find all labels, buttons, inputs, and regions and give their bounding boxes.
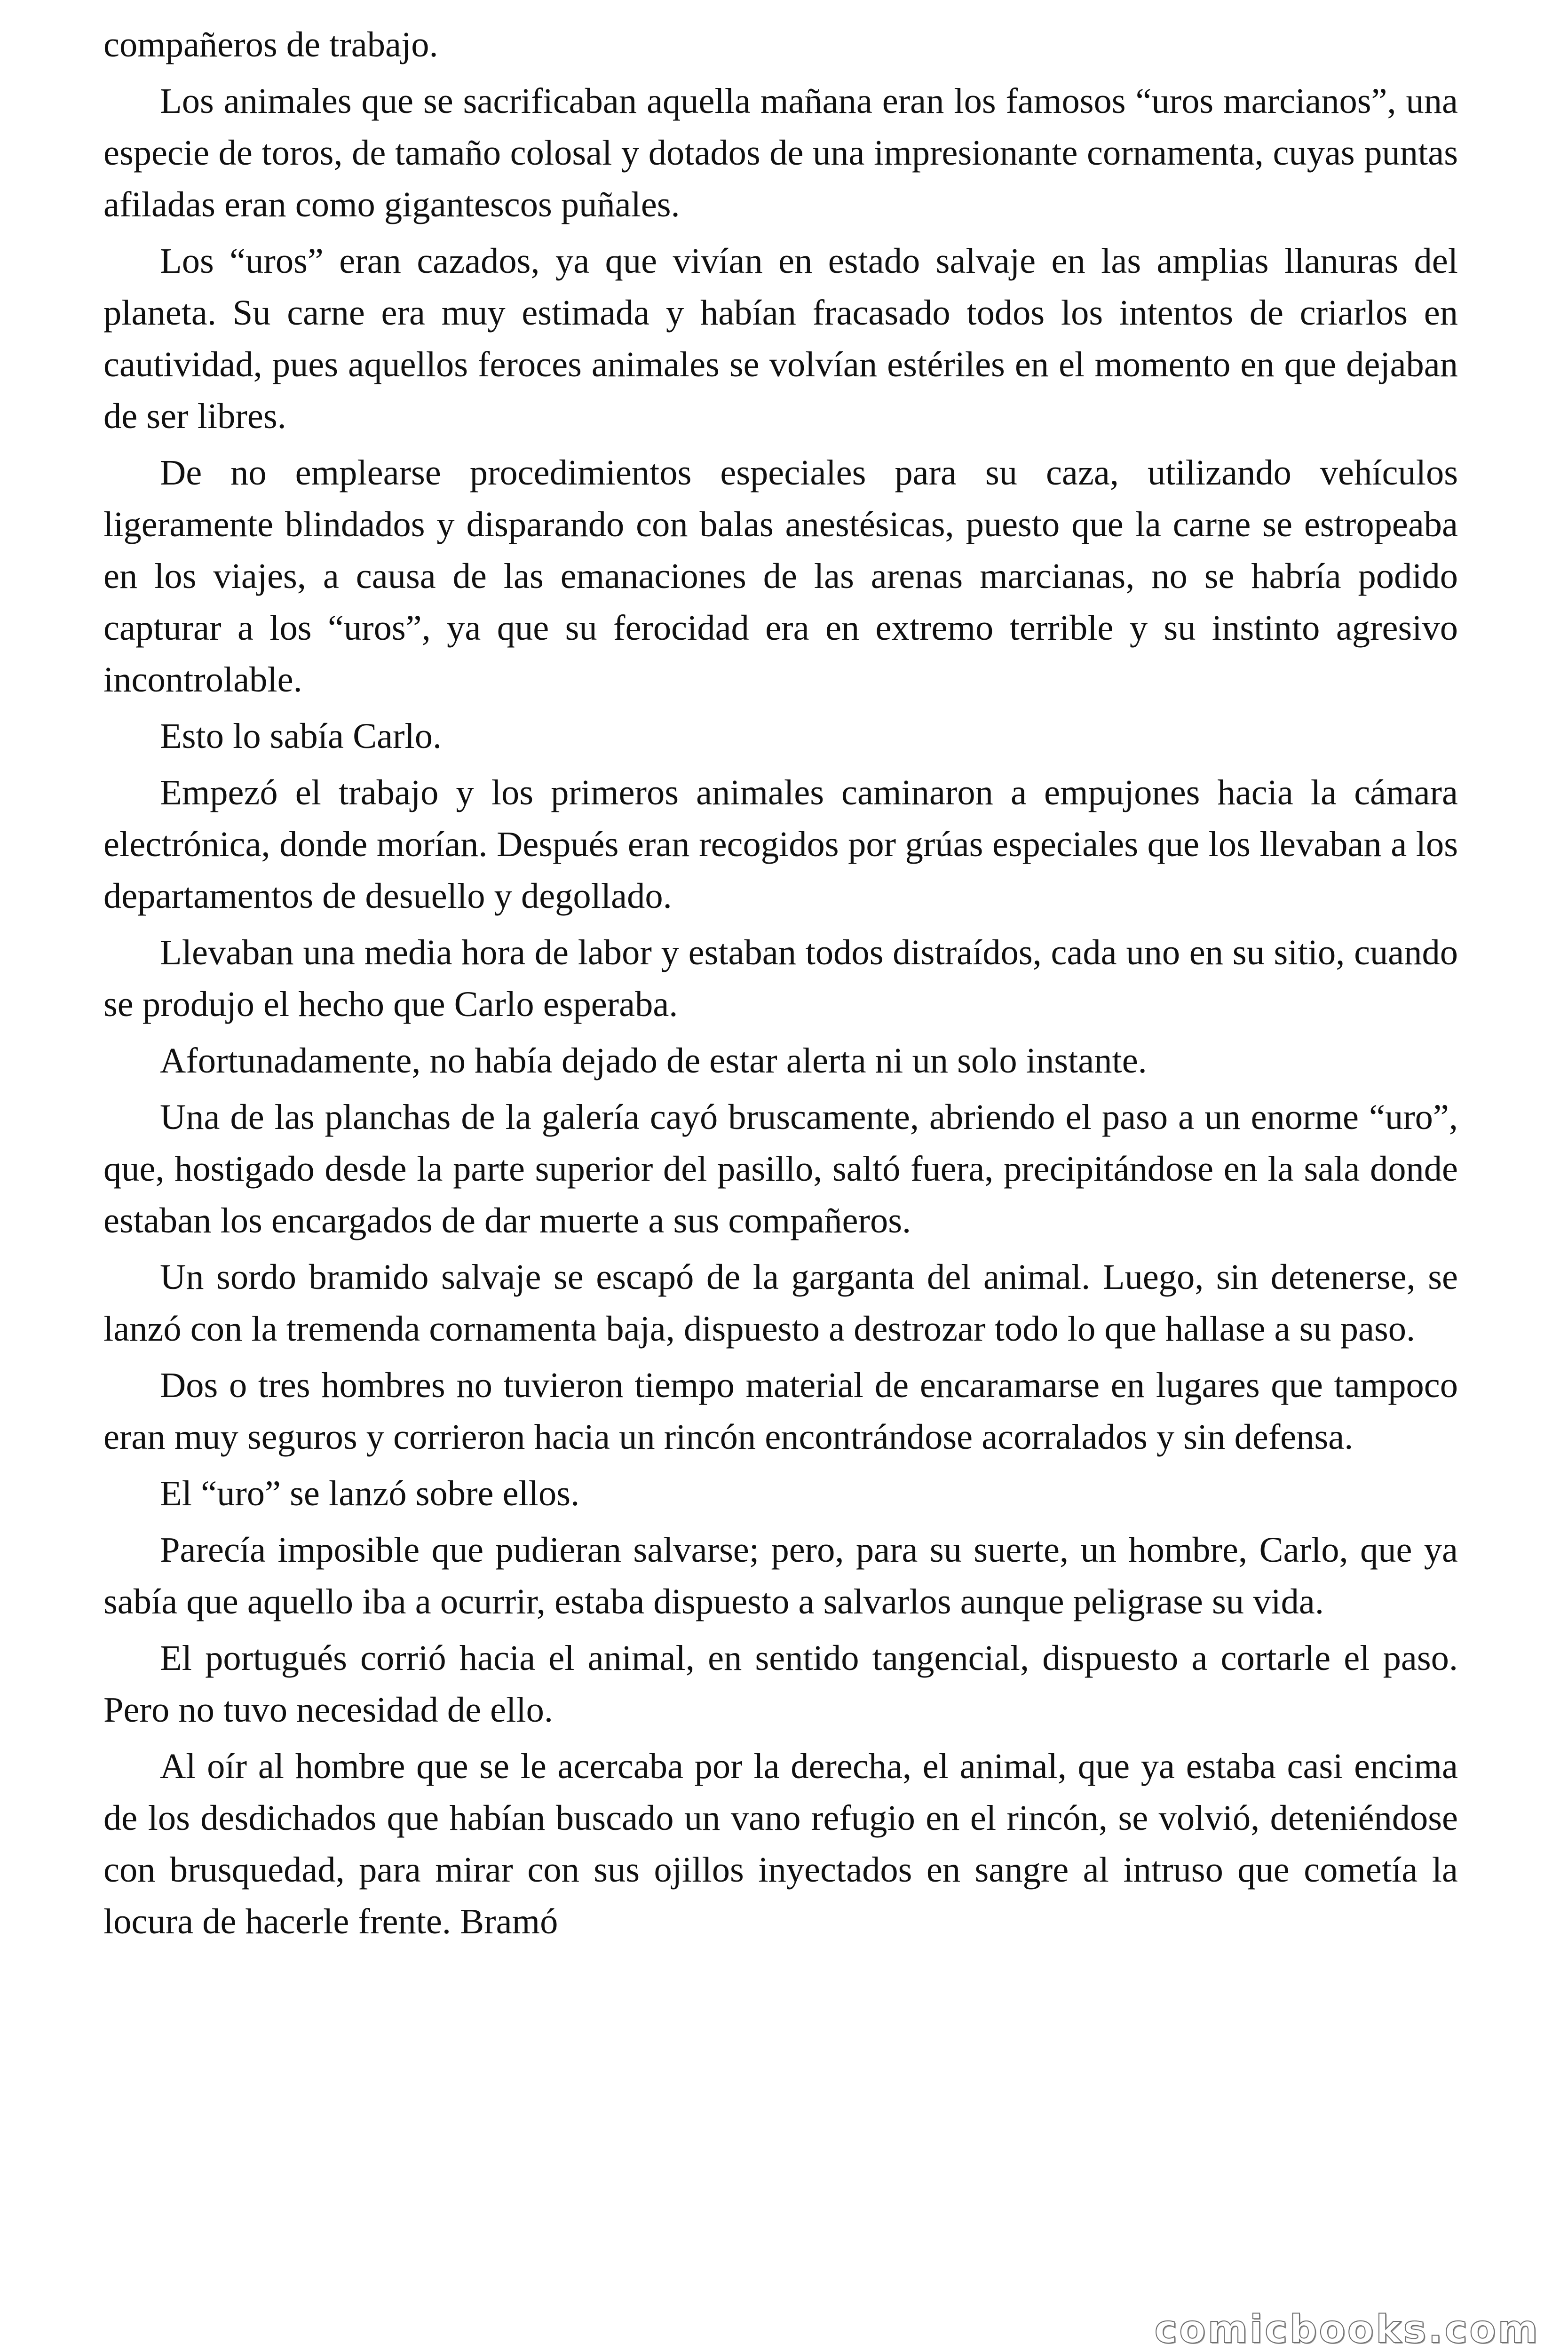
paragraph-10: Un sordo bramido salvaje se escapó de la garganta del animal. Luego, sin detenerse, se lanzó con la tremenda cornamenta baja, dispuesto a destrozar todo lo que hallase a su paso. [103,1257,1458,1349]
paragraph-1: compañeros de trabajo. [103,24,438,64]
paragraph-15: Al oír al hombre que se le acercaba por la derecha, el animal, que ya estaba casi encima de los desdichados que habían buscado un vano refugio en el rincón, se volvió, deteniéndose con brusquedad, para mirar con sus ojillos inyectados en sangre al intruso que cometía la locura de hacerle frente. Bramó [103,1746,1458,1941]
paragraph-5: Esto lo sabía Carlo. [160,716,442,756]
paragraph-9: Una de las planchas de la galería cayó bruscamente, abriendo el paso a un enorme “uro”, que, hostigado desde la parte superior del pasillo, saltó fuera, precipitándose en la sala donde estaban los encargados de dar muerte a sus compañeros. [103,1097,1458,1240]
paragraph-6: Empezó el trabajo y los primeros animales caminaron a empujones hacia la cámara electrónica, donde morían. Después eran recogidos por grúas especiales que los llevaban a los departamentos de desuello y degollado. [103,772,1458,916]
paragraph-11: Dos o tres hombres no tuvieron tiempo material de encaramarse en lugares que tampoco eran muy seguros y corrieron hacia un rincón encontrándose acorralados y sin defensa. [103,1365,1458,1457]
paragraph-14: El portugués corrió hacia el animal, en sentido tangencial, dispuesto a cortarle el paso. Pero no tuvo necesidad de ello. [103,1638,1458,1730]
paragraph-3: Los “uros” eran cazados, ya que vivían en estado salvaje en las amplias llanuras del planeta. Su carne era muy estimada y habían fracasado todos los intentos de criarlos en cautividad, pues aquellos feroces animales se volvían estériles en el momento en que dejaban de ser libres. [103,241,1458,436]
paragraph-4: De no emplearse procedimientos especiales para su caza, utilizando vehículos ligeramente blindados y disparando con balas anestésicas, puesto que la carne se estropeaba en los viajes, a causa de las emanaciones de las arenas marcianas, no se habría podido capturar a los “uros”, ya que su ferocidad era en extremo terrible y su instinto agresivo incontrolable. [103,453,1458,699]
watermark: comicbooks.com [1154,2307,1540,2352]
paragraph-7: Llevaban una media hora de labor y estaban todos distraídos, cada uno en su sitio, cuando se produjo el hecho que Carlo esperaba. [103,932,1458,1024]
paragraph-12: El “uro” se lanzó sobre ellos. [160,1473,580,1513]
document-page [103,19,1458,2324]
paragraph-8: Afortunadamente, no había dejado de estar alerta ni un solo instante. [160,1041,1147,1081]
paragraph-13: Parecía imposible que pudieran salvarse; pero, para su suerte, un hombre, Carlo, que ya sabía que aquello iba a ocurrir, estaba dispuesto a salvarlos aunque peligrase su vida. [103,1530,1458,1621]
paragraph-2: Los animales que se sacrificaban aquella mañana eran los famosos “uros marcianos”, una especie de toros, de tamaño colosal y dotados de una impresionante cornamenta, cuyas puntas afiladas eran como gigantescos puñales. [103,81,1458,224]
